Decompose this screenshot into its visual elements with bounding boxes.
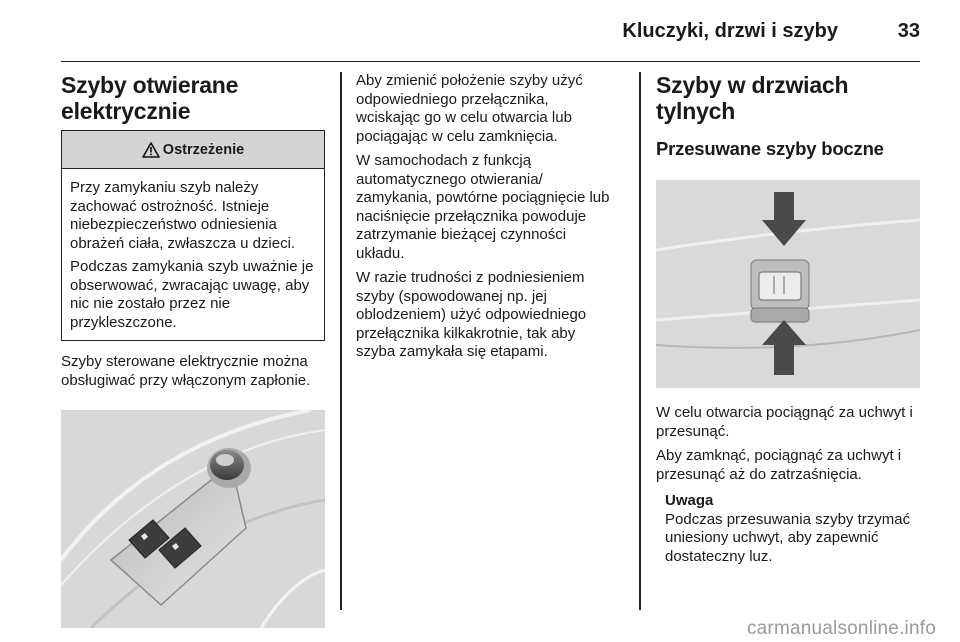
window-switch-illustration <box>61 410 325 628</box>
section-heading: Szyby w drzwiach tylnych <box>656 72 849 124</box>
watermark: carmanualsonline.info <box>746 618 936 639</box>
note-text: Podczas przesuwania szyby trzymać uniesiony uchwyt, aby zapewnić dostateczny luz. <box>665 510 911 565</box>
sliding-window-drawing <box>656 180 920 388</box>
page-header <box>61 12 920 62</box>
warning-box <box>61 130 325 341</box>
note-label: Uwaga <box>665 492 714 509</box>
paragraph: W razie trudności z podniesieniem szyby (spowodowanej np. jej oblodzeniem) użyć odpowiedniego przełącznika kilkakrotnie, tak aby szyba zamykała się etapami. <box>356 269 587 360</box>
warning-title: Ostrzeżenie <box>162 141 245 158</box>
paragraph: Szyby sterowane elektrycznie można obsługiwać przy włączonym zapłonie. <box>61 353 311 389</box>
column-3 <box>656 72 924 566</box>
paragraph: Aby zamknąć, pociągnąć za uchwyt i przesunąć aż do zatrzaśnięcia. <box>656 447 902 483</box>
warning-body <box>62 169 324 340</box>
column-1 <box>61 72 325 628</box>
column-divider <box>639 72 641 610</box>
column-2 <box>356 72 612 362</box>
note-block <box>656 492 924 566</box>
warning-paragraph: Przy zamykaniu szyb należy zachować ostrożność. Istnieje niebezpieczeństwo odniesienia obrażeń ciała, zwłaszcza u dzieci. <box>70 179 296 252</box>
warning-triangle-icon <box>142 142 160 158</box>
paragraph: W samochodach z funkcją automatycznego otwierania/ zamykania, powtórne pociągnięcie lub naciśnięcie przełącznika powoduje zatrzymanie bieżącej czynności układu. <box>356 152 610 262</box>
column-divider <box>340 72 342 610</box>
paragraph: W celu otwarcia pociągnąć za uchwyt i przesunąć. <box>656 404 913 440</box>
page-number: 33 <box>897 20 920 42</box>
subsection-heading: Przesuwane szyby boczne <box>656 138 884 159</box>
paragraph: Aby zmienić położenie szyby użyć odpowiedniego przełącznika, wciskając go w celu otwarcia lub pociągając w celu zamknięcia. <box>356 72 583 145</box>
section-heading: Szyby otwierane elektrycznie <box>61 72 239 124</box>
sliding-window-illustration <box>656 180 920 388</box>
warning-header <box>62 131 324 169</box>
header-title: Kluczyki, drzwi i szyby <box>622 20 838 42</box>
window-switch-drawing <box>61 410 325 628</box>
warning-paragraph: Podczas zamykania szyb uważnie je obserwować, zwracając uwagę, aby nic nie zostało przez nie przykleszczone. <box>70 258 314 331</box>
